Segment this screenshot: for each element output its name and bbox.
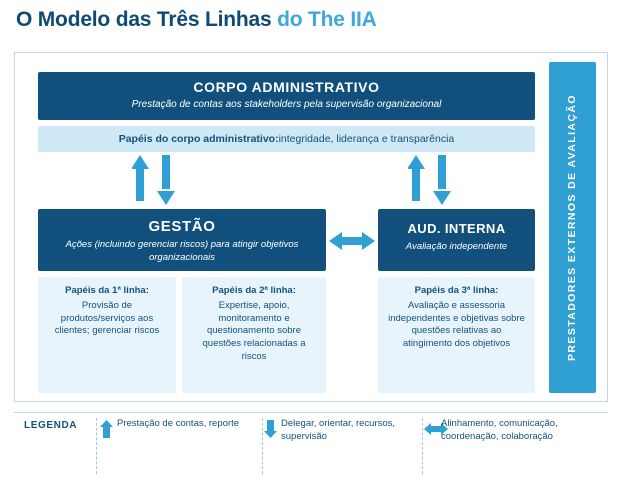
page-title bbox=[16, 8, 377, 32]
arrow-pair-management bbox=[132, 155, 176, 205]
legend-item-alignment: Alinhamento, comunicação, coordenação, colaboração bbox=[441, 418, 558, 442]
legend-item-delegation: Delegar, orientar, recursos, supervisão bbox=[281, 418, 396, 442]
legend-separator-1 bbox=[96, 418, 97, 474]
role-column-second-line-text: Expertise, apoio, monitoramento e questionamento sobre questões relacionadas a riscos bbox=[202, 299, 306, 363]
legend-separator-3 bbox=[422, 418, 423, 474]
governing-body-subtitle: Prestação de contas aos stakeholders pela supervisão organizacional bbox=[131, 99, 442, 110]
arrow-pair-internal-audit bbox=[408, 155, 452, 205]
role-column-first-line-header: Papéis da 1ª linha: bbox=[65, 285, 149, 296]
page-title-dark: O Modelo das Três Linhas bbox=[16, 8, 278, 31]
governing-body-roles-text: integridade, liderança e transparência bbox=[278, 133, 455, 145]
internal-audit-subtitle: Avaliação independente bbox=[405, 241, 508, 252]
management-subtitle: Ações (incluindo gerenciar riscos) para atingir objetivos organizacionais bbox=[65, 239, 299, 263]
legend-item-accountability: Prestação de contas, reporte bbox=[117, 418, 239, 429]
legend-divider bbox=[14, 412, 608, 413]
legend-title: LEGENDA bbox=[24, 420, 78, 431]
internal-audit-title: AUD. INTERNA bbox=[407, 221, 506, 236]
role-column-third-line bbox=[378, 277, 535, 393]
governing-body-roles-band bbox=[38, 126, 535, 152]
role-column-third-line-header: Papéis da 3ª linha: bbox=[414, 285, 499, 296]
role-column-first-line bbox=[38, 277, 176, 393]
arrow-down-icon bbox=[264, 420, 278, 438]
governing-body-title: CORPO ADMINISTRATIVO bbox=[193, 79, 380, 95]
role-column-third-line-text: Avaliação e assessoria independentes e objetivas sobre questões relativas ao atingimento dos objetivos bbox=[388, 299, 525, 350]
arrow-up-icon bbox=[100, 420, 114, 438]
management-box bbox=[38, 209, 326, 271]
governing-body-roles-label: Papéis do corpo administrativo: bbox=[118, 133, 279, 145]
external-assurance-band bbox=[549, 62, 596, 393]
internal-audit-box bbox=[378, 209, 535, 271]
role-column-first-line-text: Provisão de produtos/serviços aos clientes; gerenciar riscos bbox=[54, 299, 160, 337]
page-title-light: do The IIA bbox=[277, 8, 377, 31]
arrow-left-right-middle bbox=[329, 231, 375, 251]
management-title: GESTÃO bbox=[148, 218, 216, 235]
role-column-second-line-header: Papéis da 2ª linha: bbox=[212, 285, 296, 296]
governing-body-box bbox=[38, 72, 535, 120]
role-column-second-line bbox=[182, 277, 326, 393]
external-assurance-label: PRESTADORES EXTERNOS DE AVALIAÇÃO bbox=[566, 94, 579, 361]
legend-separator-2 bbox=[262, 418, 263, 474]
